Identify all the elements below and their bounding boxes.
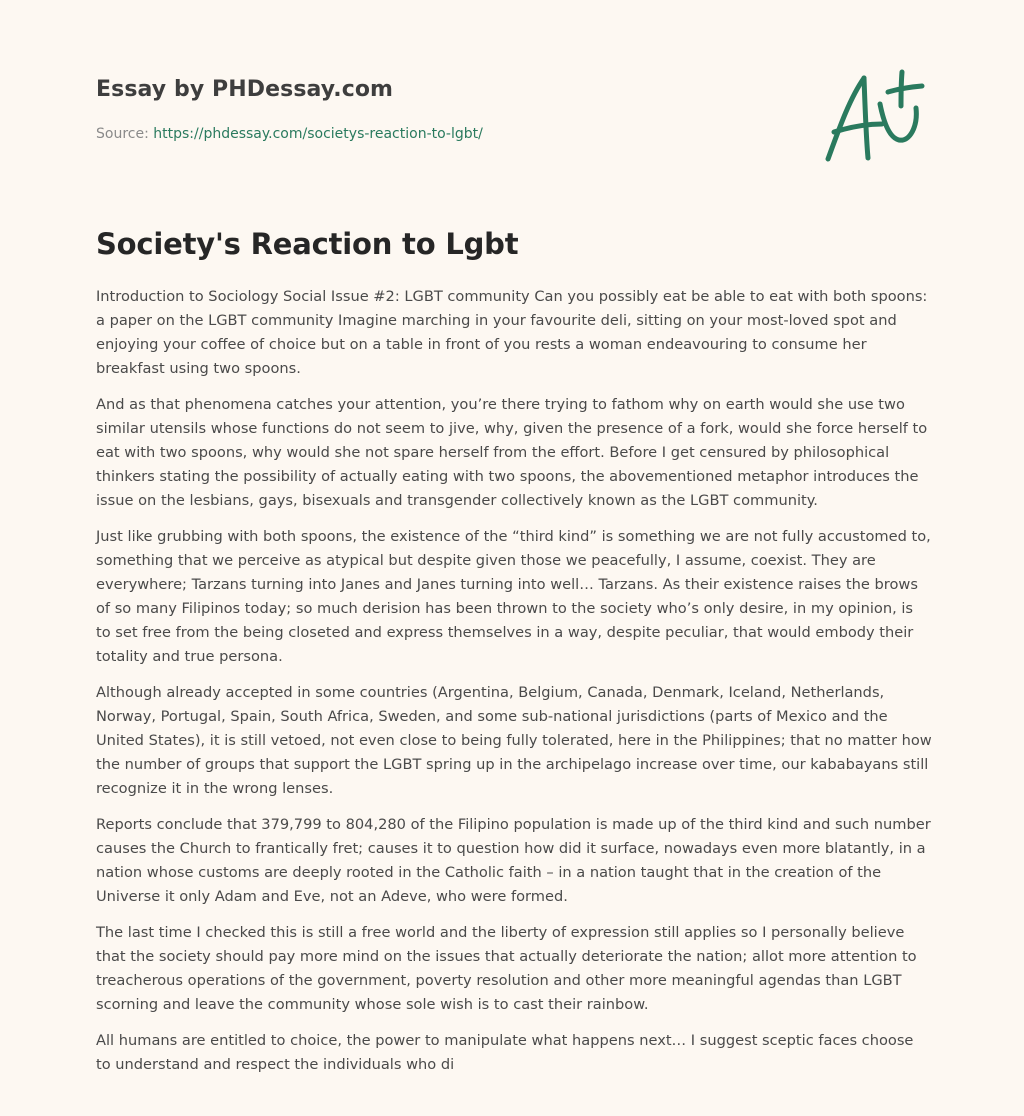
a-plus-logo-icon (818, 66, 930, 166)
essay-paragraph: All humans are entitled to choice, the power to manipulate what happens next… I suggest sceptic faces choose to understand and respect the individuals who di (96, 1032, 914, 1073)
essay-paragraph: Just like grubbing with both spoons, the existence of the “third kind” is something we are not fully accustomed to, something that we perceive as atypical but despite given those we peacefully, I assume, coexist. They are everywhere; Tarzans turning into Janes and Janes turning into well… Tarzans. As their existence raises the brows of so many Filipinos today; so much derision has been thrown to the society who’s only desire, in my opinion, is to set free from the being closeted and express themselves in a way, despite peculiar, that would embody their totality and true persona. (96, 528, 931, 665)
site-brand: Essay by PHDessay.com (96, 77, 394, 102)
essay-paragraph: The last time I checked this is still a free world and the liberty of expression still applies so I personally believe that the society should pay more mind on the issues that actually deteriorate the nation; allot more attention to treacherous operations of the government, poverty resolution and other more meaningful agendas than LGBT scorning and leave the community whose sole wish is to cast their rainbow. (96, 924, 917, 1013)
source-link[interactable]: https://phdessay.com/societys-reaction-to-lgbt/ (153, 126, 483, 142)
source-line (96, 124, 796, 144)
essay-body (96, 285, 932, 1089)
essay-paragraph: And as that phenomena catches your attention, you’re there trying to fathom why on earth would she use two similar utensils whose functions do not seem to jive, why, given the presence of a fork, would she force herself to eat with two spoons, why would she not spare herself from the effort. Before I get censured by philosophical thinkers stating the possibility of actually eating with two spoons, the abovementioned metaphor introduces the issue on the lesbians, gays, bisexuals and transgender collectively known as the LGBT community. (96, 396, 928, 509)
essay-paragraph: Reports conclude that 379,799 to 804,280 of the Filipino population is made up of the third kind and such number causes the Church to frantically fret; causes it to question how did it surface, nowadays even more blatantly, in a nation whose customs are deeply rooted in the Catholic faith – in a nation taught that in the creation of the Universe it only Adam and Eve, not an Adeve, who were formed. (96, 816, 931, 905)
essay-title: Society's Reaction to Lgbt (96, 227, 519, 261)
essay-paragraph: Introduction to Sociology Social Issue #2: LGBT community Can you possibly eat be able to eat with both spoons: a paper on the LGBT community Imagine marching in your favourite deli, sitting on your most-loved spot and enjoying your coffee of choice but on a table in front of you rests a woman endeavouring to consume her breakfast using two spoons. (96, 288, 928, 377)
source-label: Source: (96, 126, 149, 142)
page-header (96, 76, 796, 144)
essay-paragraph: Although already accepted in some countries (Argentina, Belgium, Canada, Denmark, Iceland, Netherlands, Norway, Portugal, Spain, South Africa, Sweden, and some sub-national jurisdictions (parts of Mexico and the United States), it is still vetoed, not even close to being fully tolerated, here in the Philippines; that no matter how the number of groups that support the LGBT spring up in the archipelago increase over time, our kababayans still recognize it in the wrong lenses. (96, 684, 932, 797)
